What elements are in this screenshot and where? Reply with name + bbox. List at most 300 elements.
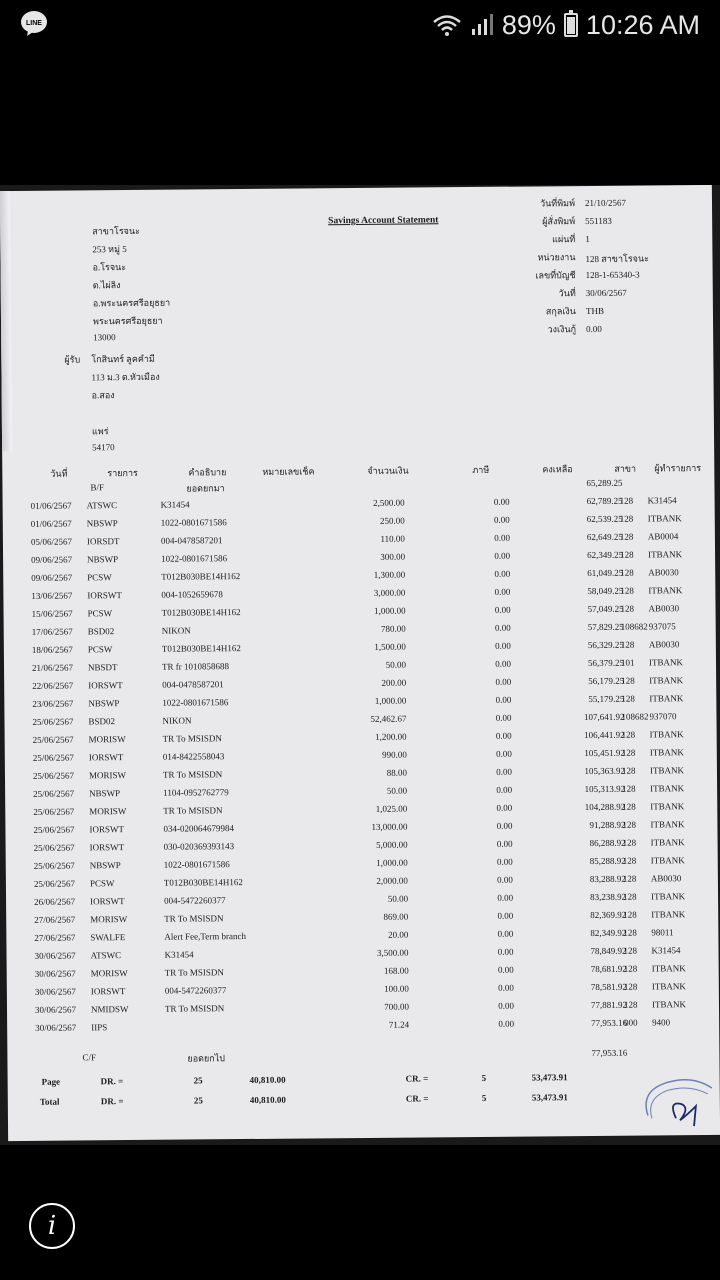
cell-date: 25/06/2567 [32,770,75,781]
cell-by: ITBANK [649,765,684,776]
cell-by: AB0030 [648,567,679,578]
header-code: รายการ [107,467,138,479]
cell-balance: 105,313.92 [584,783,626,795]
cell-by: ITBANK [650,783,685,794]
cell-date: 25/06/2567 [32,716,74,727]
cell-date: 09/06/2567 [31,572,73,583]
cell-code: ATSWC [90,950,122,961]
cell-balance: 57,829.25 [587,621,624,633]
cell-by: ITBANK [651,981,686,992]
cell-by: ITBANK [650,837,685,848]
cell-code: BSD02 [87,626,115,637]
cell-amount: 200.00 [381,677,407,688]
cell-code: IORSWT [88,680,123,691]
grand-dr-label: DR. = [100,1096,124,1107]
cell-code: NBSWP [88,698,120,709]
cell-tax: 0.00 [495,712,512,723]
cell-desc: TR To MSISDN [164,913,224,924]
meta-label: แผ่นที่ [552,234,576,245]
cell-by: K31454 [647,495,677,506]
cell-amount: 700.00 [384,1001,410,1012]
cell-branch: 128 [622,837,637,848]
header-balance: คงเหลือ [542,464,573,475]
cell-balance: 82,369.92 [590,909,627,921]
grand-total-label: Total [39,1096,60,1107]
meta-value: 30/06/2567 [585,287,627,299]
cell-tax: 0.00 [496,820,513,831]
recipient-line: 54170 [92,442,115,453]
grand-cr-count: 5 [481,1092,487,1103]
grand-cr-amount: 53,473.91 [531,1092,568,1103]
cell-balance: 78,849.92 [590,945,627,956]
cell-branch: 000 [624,1017,638,1028]
cell-date: 17/06/2567 [31,626,73,637]
address-line: 253 หมู่ 5 [92,244,127,255]
cell-by: K31454 [651,945,681,956]
cell-by: 937070 [649,711,677,722]
address-line: ต.ไผ่ลิง [92,280,121,291]
cell-code: MORISW [90,914,128,925]
recipient-line: อ.สอง [91,390,115,401]
page-dr-label: DR. = [100,1076,124,1087]
cell-by: ITBANK [650,801,685,812]
info-button[interactable]: i [29,1203,75,1249]
cell-tax: 0.00 [495,730,512,741]
cell-by: ITBANK [649,747,684,758]
cell-by: ITBANK [651,963,686,974]
statement-title: Savings Account Statement [328,215,439,227]
cell-amount: 1,500.00 [374,641,406,652]
header-branch: สาขา [614,463,637,474]
cell-balance: 104,288.92 [584,801,626,813]
cell-desc: TR To MSISDN [164,1003,225,1014]
cf-balance: 77,953.16 [591,1047,628,1058]
cell-desc: T012B030BE14H162 [161,607,241,618]
cell-branch: 128 [623,927,637,938]
cf-desc: ยอดยกไป [187,1053,225,1064]
cell-branch: 128 [623,981,638,992]
recipient-line: โกสินทร์ ลูคคำมี [91,353,155,365]
cell-by: ITBANK [649,675,684,686]
cell-code: PCSW [87,572,112,583]
cell-amount: 88.00 [386,767,408,778]
cell-branch: 128 [620,567,634,578]
cell-branch: 128 [620,639,635,650]
cell-date: 25/06/2567 [33,824,75,835]
cell-branch: 128 [622,873,637,884]
cell-code: IORSWT [89,842,125,853]
cell-tax: 0.00 [494,532,510,543]
cell-desc: TR To MSISDN [163,805,223,816]
cell-desc: 030-020369393143 [163,841,235,852]
cell-by: ITBANK [651,909,686,920]
cell-balance: 106,441.92 [584,729,625,741]
cell-by: ITBANK [651,891,686,902]
cell-desc: T012B030BE14H162 [163,877,243,888]
cell-tax: 0.00 [498,1000,515,1011]
cell-tax: 0.00 [493,514,510,525]
cell-amount: 1,025.00 [375,803,408,814]
cell-tax: 0.00 [497,964,514,975]
cell-date: 01/06/2567 [30,500,72,511]
wifi-icon [432,13,462,37]
cell-amount: 168.00 [383,965,409,976]
cell-tax: 0.00 [494,622,511,633]
address-line: อ.โรจนะ [92,262,127,273]
cell-date: 25/06/2567 [33,842,75,853]
cell-balance: 91,288.92 [589,819,626,831]
cell-desc: TR To MSISDN [162,733,222,744]
cell-desc: 034-020064679984 [163,823,234,834]
paper-fold [0,191,12,451]
cell-code: IORSWT [90,896,125,907]
cell-desc: 1022-0801671586 [162,697,229,708]
meta-label: วันที่ [558,288,576,299]
cell-balance: 62,349.25 [587,549,624,561]
cell-branch: 128 [621,729,636,740]
cell-balance: 77,881.92 [590,999,628,1010]
cell-tax: 0.00 [496,784,513,795]
meta-label: ผู้สั่งพิมพ์ [542,216,576,227]
cell-code: PCSW [87,608,113,619]
cell-date: 25/06/2567 [33,860,75,871]
cell-branch: 128 [621,765,636,776]
cell-desc: Alert Fee,Term branch [164,931,247,942]
cell-branch: 128 [620,603,635,614]
cell-by: AB0030 [648,603,680,614]
cell-desc: 014-8422558043 [162,751,225,762]
cell-code: IORSWT [89,824,124,835]
address-line: พระนครศรีอยุธยา [92,315,163,327]
statement-paper [0,185,720,1141]
cell-branch: 128 [622,855,637,866]
cell-date: 30/06/2567 [34,1004,77,1015]
cell-balance: 62,789.25 [586,495,623,507]
cell-tax: 0.00 [497,946,514,957]
cell-balance: 61,049.25 [587,567,624,579]
cell-amount: 990.00 [382,749,407,760]
cell-code: IORSWT [87,590,122,601]
cell-amount: 780.00 [380,623,406,634]
cell-amount: 869.00 [383,911,409,922]
cell-amount: 110.00 [380,533,405,544]
meta-value: 21/10/2567 [584,197,627,209]
cell-desc: NIKON [161,625,191,636]
cell-branch: 128 [620,585,634,596]
cell-date: 22/06/2567 [32,680,74,691]
cell-tax: 0.00 [495,694,512,705]
page-cr-count: 5 [481,1072,487,1083]
cell-tax: 0.00 [495,658,512,669]
statement-photo[interactable] [0,185,720,1145]
cell-desc: 1022-0801671586 [161,553,228,564]
cell-date: 25/06/2567 [32,752,74,763]
cell-branch: 128 [622,819,636,830]
cell-amount: 300.00 [380,551,406,562]
signal-icon [470,13,494,37]
cell-date: 25/06/2567 [33,878,75,889]
battery-icon [564,13,578,37]
cell-code: PCSW [87,644,113,655]
cell-by: ITBANK [647,513,682,524]
cell-branch: 128 [623,963,638,974]
grand-cr-label: CR. = [405,1093,429,1104]
cell-desc: TR To MSISDN [164,967,224,978]
cell-by: ITBANK [650,855,685,866]
address-line: อ.พระนครศรีอยุธยา [92,297,171,309]
cell-amount: 3,500.00 [376,947,409,958]
cell-code: NBSWP [89,860,121,871]
cell-tax: 0.00 [494,586,511,597]
meta-value: 1 [585,233,590,245]
cell-code: ATSWC [86,500,118,511]
meta-label: วันที่พิมพ์ [540,198,576,209]
cell-branch: 128 [623,999,638,1010]
cell-date: 23/06/2567 [32,698,74,709]
cell-branch: 108682 [620,621,648,632]
cell-branch: 128 [623,909,637,920]
cell-date: 30/06/2567 [34,950,76,961]
cell-by: 98011 [651,927,674,938]
cell-date: 30/06/2567 [34,986,76,997]
header-desc: คำอธิบาย [188,467,227,478]
cell-tax: 0.00 [497,910,514,921]
address-line: 13000 [93,332,116,343]
cell-code: NBSDT [87,662,118,673]
meta-value: THB [585,305,604,317]
bf-code: B/F [90,482,105,493]
cell-balance: 56,179.25 [588,675,625,687]
cell-amount: 2,500.00 [373,497,405,508]
recipient-line: 113 ม.3 ต.หัวเมือง [91,371,160,383]
cell-balance: 82,349.92 [590,927,627,938]
cell-tax: 0.00 [493,496,510,507]
meta-label: วงเงินกู้ [547,324,577,335]
cell-tax: 0.00 [497,892,514,903]
cell-by: ITBANK [650,819,685,830]
svg-text:LINE: LINE [26,20,42,27]
cell-branch: 128 [623,891,637,902]
cell-balance: 83,238.92 [590,891,627,903]
cell-code: MORISW [90,968,128,979]
cell-by: ITBANK [648,585,683,596]
cell-branch: 128 [621,693,635,704]
cell-date: 09/06/2567 [31,554,73,565]
cell-date: 01/06/2567 [30,518,72,529]
cell-amount: 71.24 [388,1019,410,1030]
bank-stamp-signature [638,1070,717,1133]
cell-amount: 1,000.00 [374,605,406,616]
cell-balance: 78,581.92 [590,981,627,992]
cell-code: NBSWP [86,518,118,529]
cell-date: 27/06/2567 [34,914,76,925]
cell-tax: 0.00 [497,874,513,885]
meta-value: 128-1-65340-3 [585,269,640,281]
cell-tax: 0.00 [498,982,514,993]
cell-balance: 83,288.92 [589,873,626,885]
cell-desc: 004-0478587201 [162,679,224,690]
cell-code: NBSWP [87,554,119,565]
cell-tax: 0.00 [496,856,513,867]
cell-code: IORSWT [90,986,126,997]
cell-balance: 55,179.25 [588,693,625,705]
cell-date: 27/06/2567 [34,932,76,943]
cell-amount: 100.00 [384,983,409,994]
grand-dr-count: 25 [193,1095,203,1106]
cell-branch: 101 [620,657,635,668]
cell-code: IIPS [91,1022,108,1033]
status-bar [0,0,720,52]
cell-by: AB0030 [650,873,682,884]
cell-branch: 128 [620,549,634,560]
cell-branch: 128 [622,801,636,812]
cell-balance: 77,953.16 [591,1017,628,1028]
page-dr-count: 25 [193,1075,203,1086]
cell-balance: 105,451.92 [584,747,625,759]
cell-date: 26/06/2567 [34,896,76,907]
cell-date: 05/06/2567 [30,536,72,547]
cell-balance: 57,049.25 [587,603,624,615]
cell-branch: 128 [622,783,636,794]
cell-desc: K31454 [160,499,190,510]
cell-balance: 107,641.92 [583,711,625,723]
cell-balance: 86,288.92 [589,837,626,849]
header-tax: ภาษี [472,464,490,476]
header-amount: จำนวนเงิน [367,465,409,476]
meta-label: เลขที่บัญชี [535,270,576,281]
cell-tax: 0.00 [496,766,512,777]
cell-desc: K31454 [164,949,194,960]
cell-balance: 58,049.25 [587,585,624,597]
cell-code: BSD02 [88,716,116,727]
cell-amount: 50.00 [385,659,407,670]
cell-by: AB0004 [647,531,679,542]
header-by: ผู้ทำรายการ [654,463,702,474]
cell-code: SWALFE [90,932,126,943]
recipient-label: ผู้รับ [64,354,81,365]
meta-value: 128 สาขาโรจนะ [585,253,649,265]
cell-branch: 128 [621,747,636,758]
cell-by: 9400 [652,1017,671,1028]
cell-tax: 0.00 [496,748,512,759]
header-date: วันที่ [50,468,68,479]
recipient-line: แพร่ [91,426,109,437]
battery-percent: 89% [501,9,556,40]
cell-amount: 3,000.00 [373,587,406,598]
meta-label: หน่วยงาน [537,252,576,263]
cell-amount: 50.00 [387,893,409,904]
cell-desc: 004-5472260377 [164,985,227,996]
cell-balance: 78,681.92 [590,963,627,974]
header-cheque: หมายเลขเช็ค [262,466,315,477]
cell-balance: 62,649.25 [586,531,623,543]
cell-branch: 108682 [621,711,649,722]
cell-desc: TR fr 1010858688 [161,661,230,672]
cell-date: 25/06/2567 [33,806,75,817]
cell-amount: 2,000.00 [376,875,408,886]
cell-amount: 5,000.00 [376,839,408,850]
cell-date: 18/06/2567 [31,644,73,655]
cell-amount: 1,000.00 [376,857,408,868]
cell-code: IORSDT [86,536,120,547]
page-cr-label: CR. = [405,1073,429,1084]
cell-branch: 128 [619,495,634,506]
cell-date: 15/06/2567 [31,608,73,619]
cell-desc: 004-0478587201 [160,535,223,546]
cell-desc: NIKON [162,715,192,726]
address-line: สาขาโรจนะ [92,225,140,237]
cell-tax: 0.00 [495,676,512,687]
cell-by: ITBANK [649,693,684,704]
cell-code: NMIDSW [90,1004,129,1015]
cell-balance: 62,539.25 [586,513,623,525]
cell-date: 21/06/2567 [31,662,74,673]
cell-desc: 1104-0952762779 [163,787,229,798]
cell-by: 937075 [648,621,676,632]
cell-branch: 128 [623,945,638,956]
cell-by: AB0030 [648,639,680,650]
cell-branch: 128 [619,513,634,524]
cell-desc: 004-5472260377 [164,895,226,906]
cell-date: 30/06/2567 [34,968,76,979]
cell-code: NBSWP [89,788,121,799]
page-cr-amount: 53,473.91 [531,1072,568,1083]
meta-value: 551183 [585,215,612,227]
page-dr-amount: 40,810.00 [249,1074,286,1085]
cell-amount: 13,000.00 [371,821,408,832]
cell-by: ITBANK [649,729,684,740]
cell-tax: 0.00 [495,640,511,651]
page-total-label: Page [41,1076,61,1087]
cell-balance: 85,288.92 [589,855,626,867]
cell-amount: 1,200.00 [375,731,407,742]
cell-by: ITBANK [651,999,687,1010]
cell-tax: 0.00 [496,838,513,849]
cell-amount: 50.00 [386,785,408,796]
cell-date: 25/06/2567 [33,788,75,799]
cell-amount: 52,462.67 [370,713,407,724]
cell-desc: TR To MSISDN [162,769,223,780]
cell-desc: T012B030BE14H162 [161,571,241,582]
cell-desc: T012B030BE14H162 [161,643,241,654]
cell-amount: 1,300.00 [373,569,406,580]
cell-tax: 0.00 [498,1018,515,1029]
cf-code: C/F [82,1052,96,1063]
bf-desc: ยอดยกมา [186,483,225,494]
cell-date: 13/06/2567 [31,590,73,601]
cell-date: 30/06/2567 [35,1022,77,1033]
cell-code: IORSWT [88,752,124,763]
cell-tax: 0.00 [494,550,511,561]
cell-tax: 0.00 [496,802,513,813]
cell-desc: 004-1052659678 [161,589,223,600]
cell-balance: 56,329.25 [587,639,624,651]
cell-desc: 1022-0801671586 [163,859,230,870]
cell-by: ITBANK [648,657,684,668]
cell-balance: 105,363.92 [584,765,625,777]
cell-by: ITBANK [648,549,683,560]
cell-code: MORISW [88,770,127,781]
cell-code: MORISW [88,734,126,745]
cell-desc: 1022-0801671586 [160,517,227,528]
cell-branch: 128 [621,675,635,686]
line-app-icon [20,9,48,37]
cell-amount: 250.00 [379,515,405,526]
cell-amount: 20.00 [388,929,409,940]
cell-code: MORISW [89,806,127,817]
cell-tax: 0.00 [497,928,514,939]
cell-tax: 0.00 [494,604,511,615]
